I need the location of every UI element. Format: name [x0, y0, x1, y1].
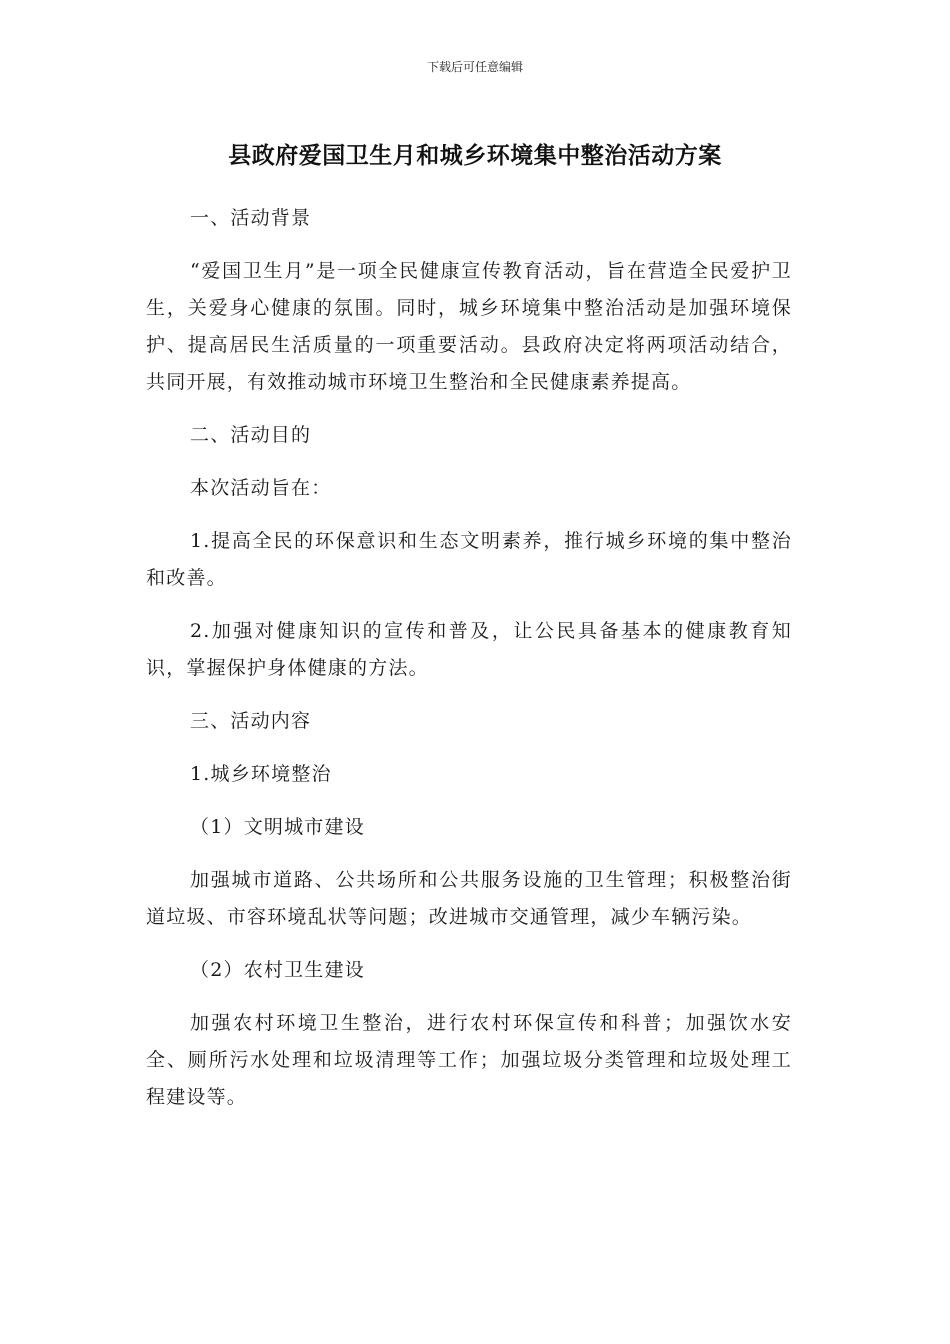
purpose-item-1: 1.提高全民的环保意识和生态文明素养，推行城乡环境的集中整治和改善。 — [146, 530, 792, 589]
section-heading-background: 一、活动背景 — [190, 207, 312, 229]
content-paragraph-1a: 加强城市道路、公共场所和公共服务设施的卫生管理；积极整治街道垃圾、市容环境乱状等问题；改进城市交通管理，减少车辆污染。 — [146, 869, 792, 928]
content-paragraph-1b: 加强农村环境卫生整治，进行农村环保宣传和科普；加强饮水安全、厕所污水处理和垃圾清理等工作；加强垃圾分类管理和垃圾处理工程建设等。 — [146, 1012, 792, 1108]
content-subheading-1: 1.城乡环境整治 — [190, 763, 332, 785]
header-note: 下载后可任意编辑 — [426, 60, 523, 74]
document-body — [146, 200, 792, 1132]
section-heading-content: 三、活动内容 — [190, 710, 312, 732]
content-subheading-1b: （2）农村卫生建设 — [190, 959, 365, 981]
content-subheading-1a: （1）文明城市建设 — [190, 816, 365, 838]
background-paragraph: “爱国卫生月”是一项全民健康宣传教育活动，旨在营造全民爱护卫生，关爱身心健康的氛围。同时，城乡环境集中整治活动是加强环境保护、提高居民生活质量的一项重要活动。县政府决定将两项活动结合，共同开展，有效推动城市环境卫生整治和全民健康素养提高。 — [146, 260, 792, 393]
section-heading-purpose: 二、活动目的 — [190, 424, 312, 446]
purpose-item-2: 2.加强对健康知识的宣传和普及，让公民具备基本的健康教育知识，掌握保护身体健康的方法。 — [146, 620, 792, 679]
document-title: 县政府爱国卫生月和城乡环境集中整治活动方案 — [228, 143, 722, 169]
purpose-intro: 本次活动旨在： — [190, 477, 332, 499]
